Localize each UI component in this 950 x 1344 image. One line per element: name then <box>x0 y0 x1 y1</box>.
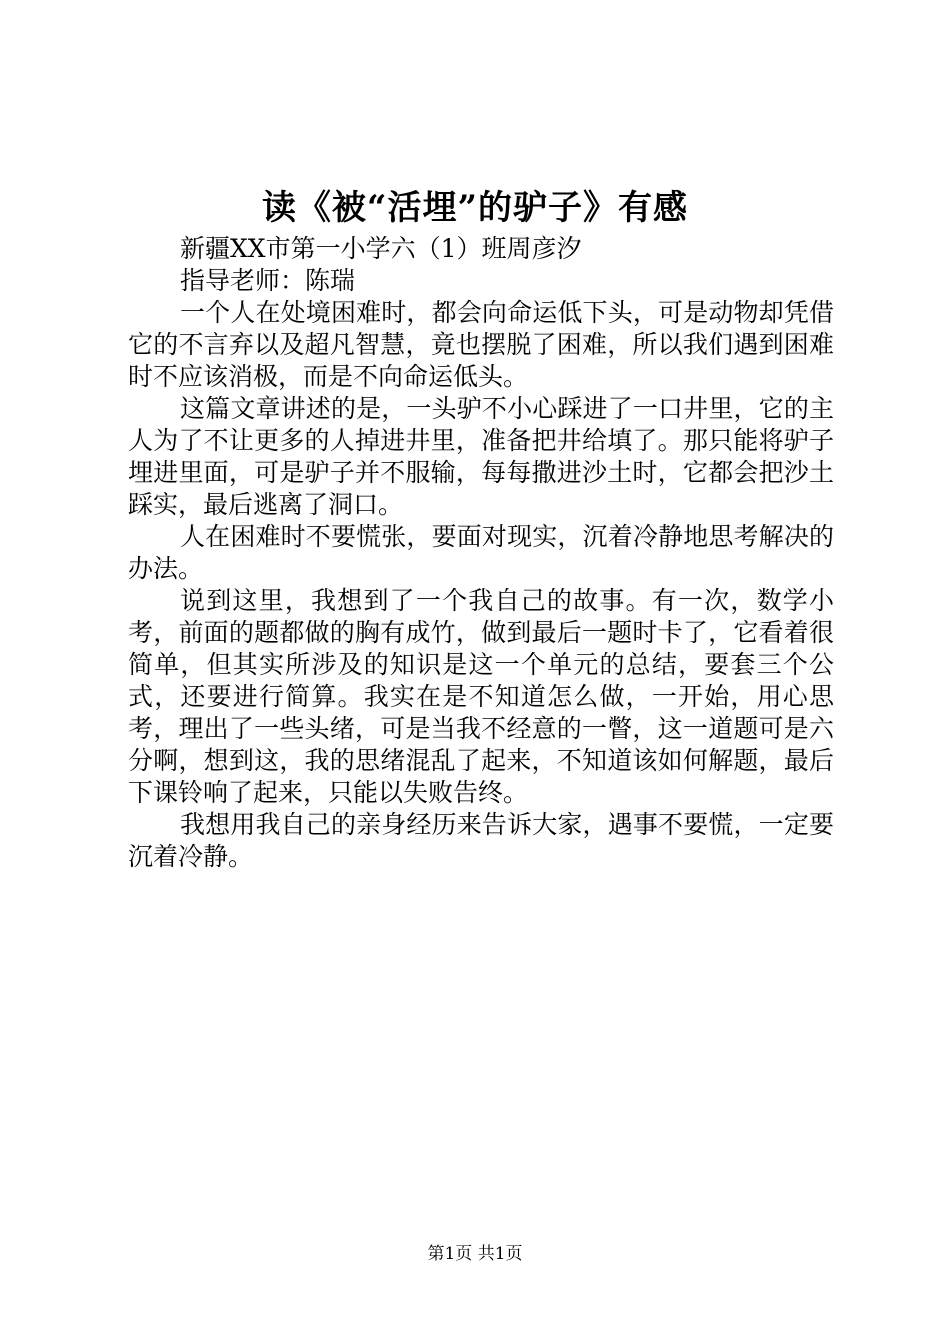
author-line: 新疆XX市第一小学六（1）班周彦汐 <box>180 234 582 263</box>
body-paragraph: 说到这里，我想到了一个我自己的故事。有一次，数学小考，前面的题都做的胸有成竹，做到最后一题时卡了，它看着很简单，但其实所涉及的知识是这一个单元的总结，要套三个公式，还要进行简算。我实在是不知道怎么做，一开始，用心思考，理出了一些头绪，可是当我不经意的一瞥，这一道题可是六分啊，想到这，我的思绪混乱了起来，不知道该如何解题，最后下课铃响了起来，只能以失败告终。 <box>128 586 834 807</box>
body-paragraph: 这篇文章讲述的是，一头驴不小心踩进了一口井里，它的主人为了不让更多的人掉进井里，准备把井给填了。那只能将驴子埋进里面，可是驴子并不服输，每每撒进沙土时，它都会把沙土踩实，最后逃离了洞口。 <box>128 394 834 519</box>
document-title: 读《被“活埋”的驴子》有感 <box>261 188 689 228</box>
teacher-line: 指导老师：陈瑞 <box>180 266 356 295</box>
document-body <box>128 233 834 873</box>
body-paragraph: 人在困难时不要慌张，要面对现实，沉着冷静地思考解决的办法。 <box>128 522 834 583</box>
body-paragraph: 一个人在处境困难时，都会向命运低下头，可是动物却凭借它的不言弃以及超凡智慧，竟也摆脱了困难，所以我们遇到困难时不应该消极，而是不向命运低头。 <box>128 298 834 391</box>
page-footer: 第1页 共1页 <box>427 1244 523 1264</box>
body-paragraph: 我想用我自己的亲身经历来告诉大家，遇事不要慌，一定要沉着冷静。 <box>128 810 834 871</box>
